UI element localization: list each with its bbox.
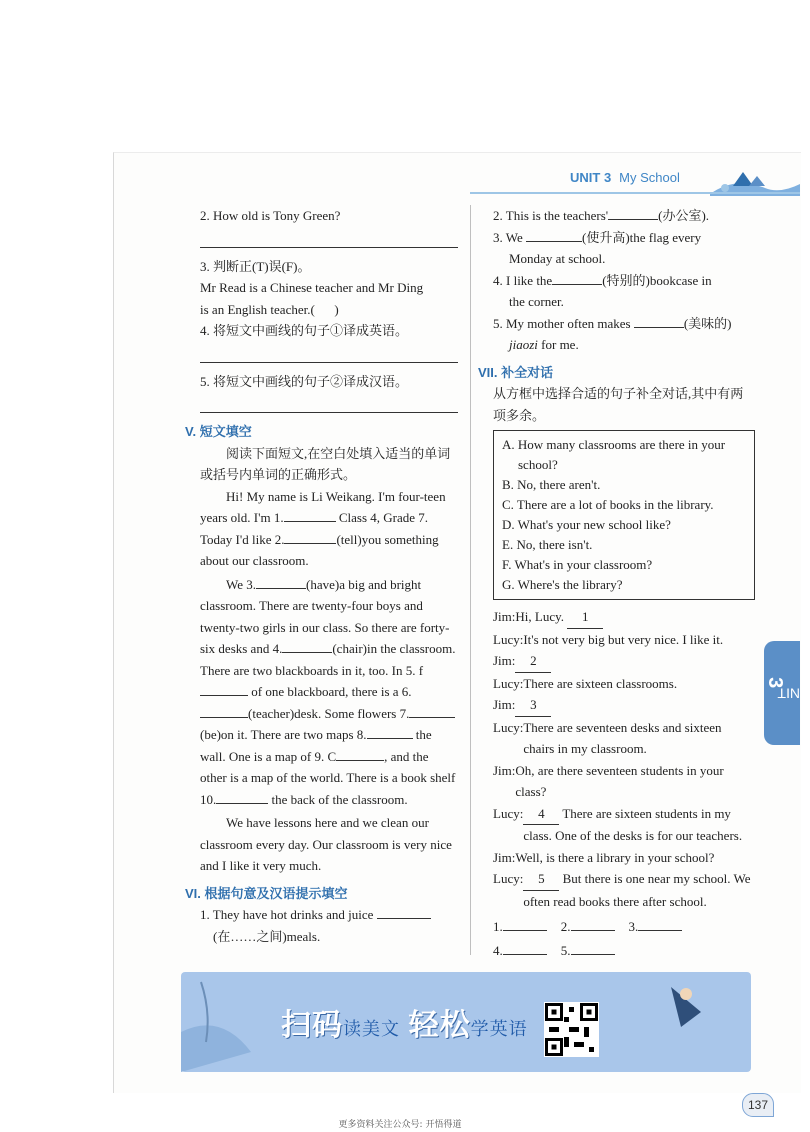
blank-2[interactable] xyxy=(284,530,336,544)
answer-blank-1[interactable] xyxy=(503,917,547,931)
question-3-body-2: is an English teacher.( ) xyxy=(200,301,339,317)
section-6-item-3-cont: Monday at school. xyxy=(509,251,606,266)
blank-8[interactable] xyxy=(367,725,413,739)
option-e: E. No, there isn't. xyxy=(502,537,593,552)
passage-paragraph-2: We 3. (have)a big and bright classroom. There are twenty-four boys and twenty-two girls in our class. So there are forty-six desks and 4. (chair)in the classroom. There are two blackboards in it, too. In 5. f of one blackboard, there is a 6.(teacher)desk. Some flowers 7.(be)on it. There are two maps 8. the wall. One is a map of 9. C , and the other is a map of the world. There is a book shelf 10. the back of the classroom. xyxy=(200,576,456,807)
dialog-line xyxy=(493,694,755,717)
section-7-instruction: 从方框中选择合适的句子补全对话,其中有两项多余。 xyxy=(493,386,744,423)
blank-1[interactable] xyxy=(284,508,336,522)
dialog-blank[interactable]: 5 xyxy=(523,868,559,891)
left-column xyxy=(185,205,458,947)
unit-side-tab: UNIT 3 xyxy=(764,641,800,745)
passage-paragraph-1: Hi! My name is Li Weikang. I'm four-teen years old. I'm 1. Class 4, Grade 7. Today I'd like 2. (tell)you something about our classroom. xyxy=(200,488,446,568)
header-rule xyxy=(470,192,800,194)
question-5: 5. 将短文中画线的句子②译成汉语。 xyxy=(200,373,409,389)
option-b: B. No, there aren't. xyxy=(502,477,601,492)
speaker-label: Lucy: xyxy=(493,719,524,735)
dialog-line xyxy=(493,650,755,673)
blank-5[interactable] xyxy=(200,682,248,696)
dialog-line: Lucy: It's not very big but very nice. I like it. xyxy=(493,629,755,651)
banner-slogan: 扫码读美文 轻松学英语 xyxy=(281,1008,528,1043)
answer-row-1: 1. 2. 3. xyxy=(493,916,755,938)
answer-blank-5[interactable] xyxy=(571,941,615,955)
page-number: 137 xyxy=(742,1093,774,1117)
section-6-item-1: 1. They have hot drinks and juice xyxy=(200,904,458,926)
dialog-line: Lucy: There are seventeen desks and sixteen chairs in my classroom. xyxy=(493,717,755,760)
blank-s6-3[interactable] xyxy=(526,228,582,242)
section-6-item-2: 2. This is the teachers' (办公室). xyxy=(493,208,710,223)
blank-4[interactable] xyxy=(282,639,332,653)
dialog-blank[interactable]: 2 xyxy=(515,650,551,673)
speaker-label: Jim: xyxy=(493,849,516,865)
option-f: F. What's in your classroom? xyxy=(502,557,653,572)
scan-banner xyxy=(181,972,751,1072)
answer-blank-2[interactable] xyxy=(571,917,615,931)
blank-s6-2[interactable] xyxy=(608,206,658,220)
section-6-item-4-cont: the corner. xyxy=(509,294,564,309)
dialog-line: Lucy: 5 But there is one near my school. We often read books there after school. xyxy=(493,868,755,912)
section-6-item-1-hint: (在……之间)meals. xyxy=(213,928,321,944)
option-d: D. What's your new school like? xyxy=(502,517,671,532)
answer-line[interactable] xyxy=(200,396,458,413)
speaker-label: Jim: xyxy=(493,697,516,712)
dialog xyxy=(493,606,755,912)
qr-code-icon[interactable] xyxy=(544,1002,599,1057)
speaker-label: Jim: xyxy=(493,609,516,624)
blank-6[interactable] xyxy=(200,704,248,718)
question-3: 3. 判断正(T)误(F)。 xyxy=(200,258,311,274)
dialog-line: Lucy: There are sixteen classrooms. xyxy=(493,673,755,695)
dialog-blank[interactable]: 1 xyxy=(567,606,603,629)
blank-s6-1[interactable] xyxy=(377,905,431,919)
dialog-line: Jim: Well, is there a library in your school? xyxy=(493,847,755,869)
speaker-label: Jim: xyxy=(493,653,516,668)
blank-9[interactable] xyxy=(336,747,384,761)
speaker-label: Lucy: xyxy=(493,631,524,647)
dialog-blank[interactable]: 3 xyxy=(515,694,551,717)
option-a: A. How many classrooms are there in your school? xyxy=(502,437,726,472)
unit-title: My School xyxy=(619,170,680,185)
blank-10[interactable] xyxy=(216,790,268,804)
question-2: 2. How old is Tony Green? xyxy=(200,208,341,223)
dialog-line: Lucy: 4 There are sixteen students in my class. One of the desks is for our teachers. xyxy=(493,803,755,847)
answer-blank-3[interactable] xyxy=(638,917,682,931)
column-divider xyxy=(470,205,471,955)
section-6-item-5-cont: jiaozi for me. xyxy=(509,337,579,352)
right-column xyxy=(478,205,755,961)
question-4: 4. 将短文中画线的句子①译成英语。 xyxy=(200,323,409,338)
speaker-label: Lucy: xyxy=(493,871,524,886)
blank-s6-4[interactable] xyxy=(552,271,602,285)
section-6-item-5: 5. My mother often makes (美味的) xyxy=(493,315,732,331)
question-3-body: Mr Read is a Chinese teacher and Mr Ding xyxy=(200,280,424,295)
answer-blank-4[interactable] xyxy=(503,941,547,955)
speaker-label: Jim: xyxy=(493,762,516,778)
section-5-instruction: 阅读下面短文,在空白处填入适当的单词或括号内单词的正确形式。 xyxy=(200,445,451,482)
answer-line[interactable] xyxy=(200,346,458,363)
option-g: G. Where's the library? xyxy=(502,577,623,592)
section-7-title: VII. 补全对话 xyxy=(478,364,554,380)
dialog-line: Jim: Oh, are there seventeen students in your class? xyxy=(493,760,755,803)
blank-3[interactable] xyxy=(256,575,306,589)
answer-row-2: 4. 5. xyxy=(493,940,755,962)
option-c: C. There are a lot of books in the library. xyxy=(502,497,714,512)
dialog-blank[interactable]: 4 xyxy=(523,803,559,826)
section-6-item-4: 4. I like the (特别的)bookcase in xyxy=(493,272,712,288)
passage-paragraph-3: We have lessons here and we clean our classroom every day. Our classroom is very nice and I like it very much. xyxy=(200,815,452,873)
blank-7[interactable] xyxy=(409,704,455,718)
options-box xyxy=(493,430,755,600)
blank-s6-5[interactable] xyxy=(634,314,684,328)
unit-header xyxy=(570,170,680,185)
answer-line[interactable] xyxy=(200,231,458,248)
section-5-title: V. 短文填空 xyxy=(185,424,252,439)
unit-label: UNIT 3 xyxy=(570,170,612,185)
footer-note: 更多资料关注公众号: 开悟得道 xyxy=(338,1120,462,1130)
section-6-title: VI. 根据句意及汉语提示填空 xyxy=(185,885,348,901)
dialog-line: Jim: Hi, Lucy. 1 xyxy=(493,606,755,629)
section-6-item-3: 3. We (使升高)the flag every xyxy=(493,229,702,245)
speaker-label: Lucy: xyxy=(493,805,524,821)
speaker-label: Lucy: xyxy=(493,675,524,691)
